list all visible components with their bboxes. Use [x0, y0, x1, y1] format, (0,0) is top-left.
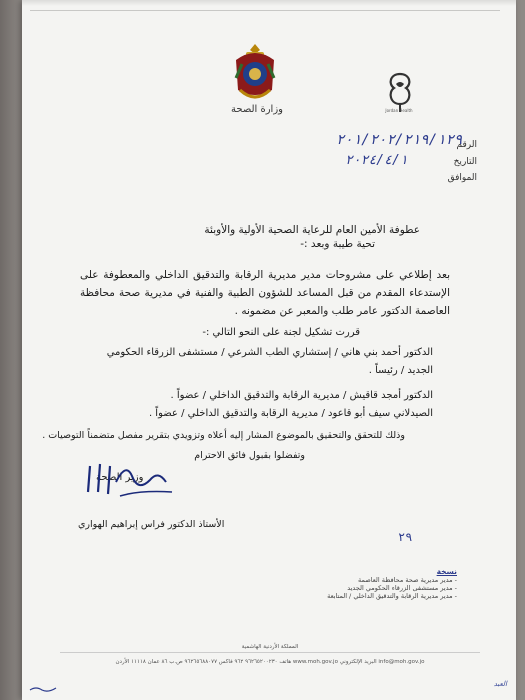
closing-task: وذلك للتحقق والتحقيق بالموضوع المشار إليه أعلاه وتزويدي بتقرير مفصل متضمناً التوصيات . — [42, 430, 405, 441]
copies-title: نسخة — [436, 567, 457, 576]
corner-scribble — [28, 684, 58, 694]
copies-item: - مدير مستشفى الزرقاء الحكومي الجديد — [347, 584, 457, 592]
handwritten-signature — [80, 452, 190, 516]
committee-intro: قررت تشكيل لجنة على النحو التالي :- — [202, 327, 360, 338]
stamp-text: العبد — [493, 680, 507, 688]
greeting: تحية طيبة وبعد :- — [300, 238, 375, 250]
page-top-fold — [22, 0, 516, 6]
copies-list — [327, 568, 457, 600]
copies-item: - مدير مديرية صحة محافظة العاصمة — [358, 576, 457, 584]
member-2: الدكتور أمجد قاقيش / مديرية الرقابة والتدقيق الداخلي / عضواً . — [170, 390, 433, 401]
handwritten-date: ٢٠٢٤/٤/١ — [345, 153, 408, 168]
member-1: الدكتور أحمد بني هاني / إستشاري الطب الشرعي / مستشفى الزرقاء الحكومي الجديد / رئيساً . — [106, 347, 433, 376]
copies-item: - مدير مديرية الرقابة والتدقيق الداخلي / المتابعة — [327, 592, 457, 600]
jordan-crest-icon — [232, 42, 278, 104]
signature-title: وزير الصحة — [96, 472, 144, 483]
divider — [30, 10, 500, 11]
footer-divider — [60, 652, 480, 653]
closing-regards: وتفضلوا بقبول فائق الاحترام — [194, 450, 305, 461]
signatory-name: الأستاذ الدكتور فراس إبراهيم الهواري — [78, 519, 225, 530]
health-logo-caption: Jordan Health — [385, 108, 413, 113]
ministry-name: وزارة الصحة — [231, 104, 283, 115]
ref-date-label: التاريخ — [453, 157, 477, 167]
body-paragraph: بعد إطلاعي على مشروحات مدير مديرية الرقابة والتدقيق الداخلي والمعطوفة على الإستدعاء المقدم من قبل المساعد للشؤون الطبية والفنية في مديرية صحة محافظة العاصمة الدكتور عامر طلب والمعبر عن مضمونه . — [80, 269, 450, 317]
footer-country: المملكة الأردنية الهاشمية — [241, 644, 299, 650]
ref-number-label: الرقم — [456, 140, 477, 150]
footer-contact: هاتف ٩٦٢٦٥٢٠٠٢٣٠ ٩٦٢ فاكس ٩٦٢٦٥٦٨٨٠٧٧ ص.ب ٨٦ عمان ١١١١٨ الأردن www.moh.gov.jo البريد الإلكتروني info@moh.gov.jo — [115, 659, 425, 665]
member-3: الصيدلاني سيف أبو قاعود / مديرية الرقابة والتدقيق الداخلي / عضواً . — [148, 408, 433, 419]
recipient-line: عطوفة الأمين العام للرعاية الصحية الأولية والأوبئة — [204, 224, 420, 236]
handwritten-ref-number: ٢٠١/٢٠٢/٢١٩/١٢٩ — [336, 132, 463, 148]
ref-correspond-label: الموافق — [447, 173, 477, 183]
handwritten-mark: ٢٩ — [398, 530, 413, 544]
